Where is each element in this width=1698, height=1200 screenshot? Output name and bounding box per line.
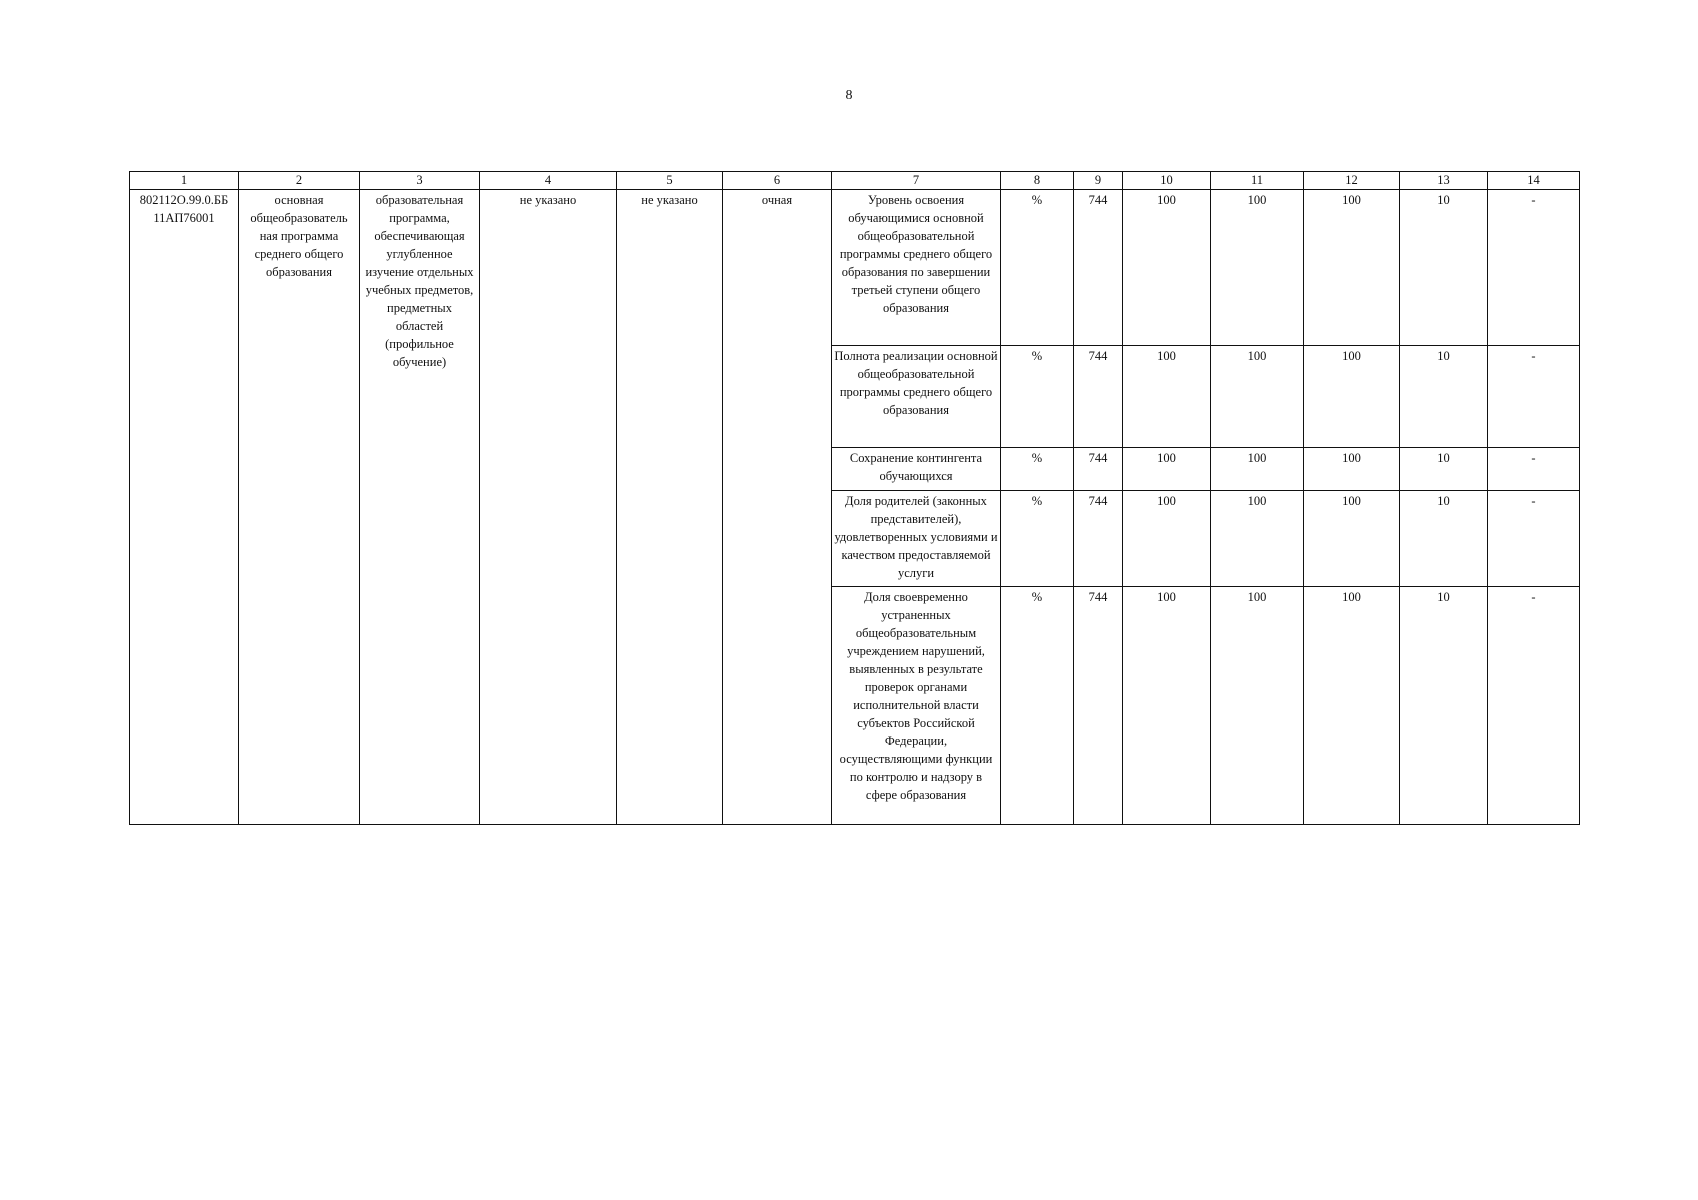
column-number: 11	[1211, 172, 1304, 190]
column-number: 10	[1123, 172, 1211, 190]
indicator-value: 100	[1304, 346, 1400, 448]
study-form: очная	[723, 190, 832, 825]
indicator-name: Полнота реализации основной общеобразовательной программы среднего общего образования	[832, 346, 1001, 448]
indicator-unit: %	[1001, 190, 1074, 346]
indicator-deviation-abs: -	[1488, 448, 1580, 491]
column-number: 9	[1074, 172, 1123, 190]
column-number-row	[130, 172, 1580, 190]
indicator-name: Доля своевременно устраненных общеобразовательным учреждением нарушений, выявленных в результате проверок органами исполнительной власти субъектов Российской Федерации, осуществляющими функции по контролю и надзору в сфере образования	[832, 587, 1001, 825]
indicator-unit: %	[1001, 491, 1074, 587]
indicator-value: 100	[1304, 448, 1400, 491]
indicator-value: 100	[1123, 190, 1211, 346]
indicator-unit: %	[1001, 448, 1074, 491]
indicator-deviation: 10	[1400, 587, 1488, 825]
study-place: не указано	[617, 190, 723, 825]
indicator-value: 100	[1211, 448, 1304, 491]
indicator-value: 100	[1123, 491, 1211, 587]
registry-code: 802112О.99.0.ББ 11АП76001	[130, 190, 239, 825]
column-number: 1	[130, 172, 239, 190]
column-number: 12	[1304, 172, 1400, 190]
indicator-deviation: 10	[1400, 190, 1488, 346]
indicator-value: 100	[1211, 346, 1304, 448]
program-name: основная общеобразователь ная программа среднего общего образования	[239, 190, 360, 825]
indicator-okei: 744	[1074, 587, 1123, 825]
column-number: 6	[723, 172, 832, 190]
column-number: 3	[360, 172, 480, 190]
indicator-deviation: 10	[1400, 491, 1488, 587]
indicator-okei: 744	[1074, 346, 1123, 448]
indicator-value: 100	[1211, 190, 1304, 346]
student-category: не указано	[480, 190, 617, 825]
indicator-deviation: 10	[1400, 448, 1488, 491]
indicator-value: 100	[1304, 587, 1400, 825]
indicator-deviation-abs: -	[1488, 190, 1580, 346]
table-row	[130, 190, 1580, 346]
indicator-okei: 744	[1074, 448, 1123, 491]
indicator-value: 100	[1123, 587, 1211, 825]
indicator-deviation-abs: -	[1488, 346, 1580, 448]
indicator-value: 100	[1123, 346, 1211, 448]
column-number: 8	[1001, 172, 1074, 190]
column-number: 5	[617, 172, 723, 190]
indicator-deviation: 10	[1400, 346, 1488, 448]
column-number: 2	[239, 172, 360, 190]
indicator-name: Уровень освоения обучающимися основной общеобразовательной программы среднего общего образования по завершении третьей ступени общего образования	[832, 190, 1001, 346]
services-table	[129, 171, 1580, 825]
column-number: 4	[480, 172, 617, 190]
program-content: образовательная программа, обеспечивающая углубленное изучение отдельных учебных предметов, предметных областей (профильное обучение)	[360, 190, 480, 825]
indicator-value: 100	[1304, 491, 1400, 587]
indicator-value: 100	[1211, 491, 1304, 587]
indicator-name: Доля родителей (законных представителей), удовлетворенных условиями и качеством предоставляемой услуги	[832, 491, 1001, 587]
indicator-deviation-abs: -	[1488, 491, 1580, 587]
column-number: 13	[1400, 172, 1488, 190]
column-number: 7	[832, 172, 1001, 190]
indicator-unit: %	[1001, 587, 1074, 825]
page-number: 8	[845, 88, 853, 103]
indicator-name: Сохранение контингента обучающихся	[832, 448, 1001, 491]
indicator-value: 100	[1211, 587, 1304, 825]
indicator-unit: %	[1001, 346, 1074, 448]
indicator-okei: 744	[1074, 190, 1123, 346]
indicator-deviation-abs: -	[1488, 587, 1580, 825]
indicator-value: 100	[1123, 448, 1211, 491]
column-number: 14	[1488, 172, 1580, 190]
indicator-okei: 744	[1074, 491, 1123, 587]
indicator-value: 100	[1304, 190, 1400, 346]
